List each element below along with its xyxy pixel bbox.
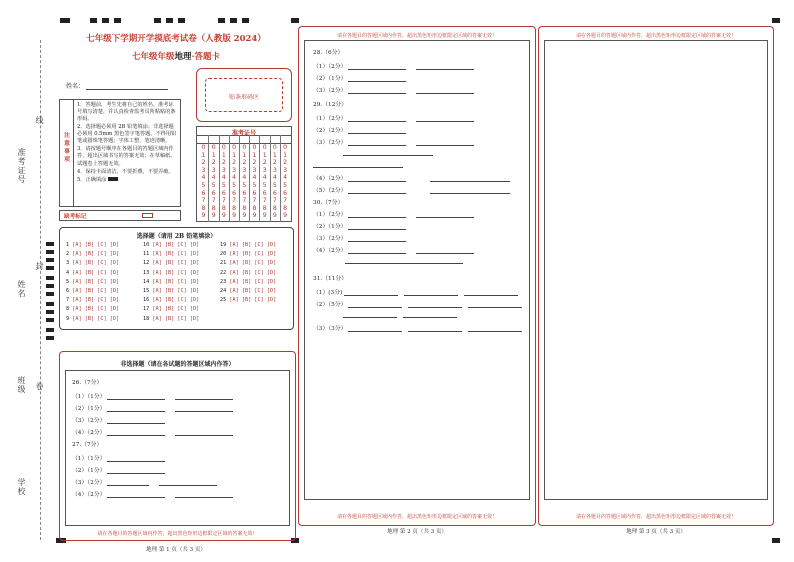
nonmc-title: 非选择题（请在各试题的答题区域内作答） xyxy=(120,361,235,368)
mc-option-bubbles[interactable]: [A] [B] [C] [D] xyxy=(72,278,120,285)
notice-item: 4．保持卡面清洁，不要折叠、不要弄破。 xyxy=(77,168,174,175)
notice-box xyxy=(59,99,181,207)
binding-class: 班级 xyxy=(17,376,26,394)
mc-question-row[interactable] xyxy=(66,279,119,285)
exam-id-digit-bubble[interactable]: 1 xyxy=(242,151,247,159)
mc-question-number: 9 xyxy=(66,315,73,322)
exam-id-digit-bubble[interactable]: 7 xyxy=(272,197,277,205)
notice-item: 5．正确填涂 xyxy=(77,177,178,184)
mc-question-number: 17 xyxy=(143,306,153,313)
mc-question-number: 25 xyxy=(220,297,230,304)
exam-id-digit-bubble[interactable]: 7 xyxy=(201,197,206,205)
exam-title: 七年级下学期开学摸底考试卷（人教版 2024） xyxy=(86,34,266,44)
mc-question-number: 23 xyxy=(220,278,230,285)
exam-id-digit-bubble[interactable]: 0 xyxy=(242,144,247,151)
q29-part[interactable] xyxy=(313,149,433,156)
exam-id-digit-bubble[interactable]: 3 xyxy=(272,166,277,174)
card-label: ·答题卡 xyxy=(191,52,220,62)
exam-id-digit-bubble[interactable]: 7 xyxy=(232,197,237,205)
exam-id-digit-bubble[interactable]: 2 xyxy=(201,159,206,167)
mc-question-number: 14 xyxy=(143,278,153,285)
registration-mark xyxy=(772,18,780,23)
mc-question-number: 6 xyxy=(66,288,73,294)
mc-option-bubbles[interactable]: [A] [B] [C] [D] xyxy=(152,278,200,285)
exam-id-digit-bubble[interactable]: 2 xyxy=(283,159,288,167)
mc-question-number: 21 xyxy=(220,260,230,267)
q26-head: 26.（7分） xyxy=(72,380,103,386)
mc-question-number: 4 xyxy=(66,269,73,276)
exam-id-digit-bubble[interactable]: 9 xyxy=(211,212,216,220)
mc-question-row[interactable] xyxy=(143,288,199,294)
mc-option-bubbles[interactable]: [A] [B] [C] [D] xyxy=(152,260,200,267)
binding-roll: 卷 xyxy=(35,382,44,391)
exam-id-digit-bubble[interactable]: 3 xyxy=(211,166,216,174)
mc-option-bubbles[interactable]: [A] [B] [C] [D] xyxy=(152,297,200,304)
mc-grid[interactable] xyxy=(66,242,291,328)
exam-id-digit-bubble[interactable]: 7 xyxy=(262,197,267,205)
exam-id-digit-bubble[interactable]: 4 xyxy=(252,174,257,182)
mc-question-row[interactable] xyxy=(143,279,199,285)
mc-question-number: 2 xyxy=(66,251,73,258)
page-1 xyxy=(56,26,296,553)
exam-id-digit-bubble[interactable]: 4 xyxy=(232,174,237,182)
q30-part[interactable]: （1）（2分） xyxy=(313,209,474,218)
exam-id-digit-column[interactable] xyxy=(219,144,228,220)
exam-id-digit-bubble[interactable]: 4 xyxy=(262,174,267,182)
exam-id-digit-bubble[interactable]: 5 xyxy=(242,181,247,189)
exam-id-digit-bubble[interactable]: 9 xyxy=(232,212,237,220)
exam-id-digit-bubble[interactable]: 8 xyxy=(242,204,247,212)
exam-id-digit-bubble[interactable]: 1 xyxy=(283,151,288,159)
page-footer: 地理 第 2 页（共 3 页） xyxy=(387,529,447,535)
name-field[interactable] xyxy=(66,81,186,90)
exam-id-digit-column[interactable] xyxy=(230,144,239,220)
exam-id-digit-bubble[interactable]: 2 xyxy=(252,159,257,167)
grade-label: 七年级年级 xyxy=(132,52,175,62)
exam-id-digit-bubble[interactable]: 9 xyxy=(201,212,206,220)
exam-id-digit-bubble[interactable]: 4 xyxy=(221,174,226,182)
mc-option-bubbles[interactable]: [A] [B] [C] [D] xyxy=(152,251,200,258)
mc-question-number: 7 xyxy=(66,297,73,304)
mc-question-number: 3 xyxy=(66,260,73,267)
mc-option-bubbles[interactable]: [A] [B] [C] [D] xyxy=(229,297,277,304)
subject-label: 地理 xyxy=(174,52,192,62)
q29-part[interactable]: （5）（2分） xyxy=(313,185,510,194)
mc-option-bubbles[interactable]: [A] [B] [C] [D] xyxy=(72,260,120,267)
mc-question-row[interactable] xyxy=(66,297,119,303)
exam-id-digit-bubble[interactable]: 9 xyxy=(283,212,288,220)
subject-title xyxy=(56,50,296,62)
mc-option-bubbles[interactable]: [A] [B] [C] [D] xyxy=(229,278,277,285)
answer-warning: 请在各题目的答题区域内作答，超出黑色矩形边框限定区域的答案无效！ xyxy=(575,514,736,520)
exam-id-digit-bubble[interactable]: 0 xyxy=(201,144,206,151)
mc-question-row[interactable] xyxy=(220,242,276,248)
exam-id-digit-bubble[interactable]: 2 xyxy=(211,159,216,167)
page-2 xyxy=(298,26,536,526)
q29-part[interactable]: （4）（2分） xyxy=(313,173,510,182)
q26-part[interactable]: （3）（2分） xyxy=(72,415,165,424)
filled-sample-icon xyxy=(108,177,118,181)
page-footer: 地理 第 1 页（共 3 页） xyxy=(146,547,206,553)
mc-option-bubbles[interactable]: [A] [B] [C] [D] xyxy=(152,306,200,313)
mc-option-bubbles[interactable]: [A] [B] [C] [D] xyxy=(72,315,120,322)
mc-question-number: 22 xyxy=(220,269,230,276)
mc-question-row[interactable] xyxy=(220,288,276,294)
absent-checkbox[interactable] xyxy=(142,213,153,218)
mc-option-bubbles[interactable]: [A] [B] [C] [D] xyxy=(229,260,277,267)
exam-id-digit-bubble[interactable]: 5 xyxy=(283,181,288,189)
mc-question-row[interactable] xyxy=(143,306,199,312)
mc-option-bubbles[interactable]: [A] [B] [C] [D] xyxy=(229,269,277,276)
exam-id-digit-bubble[interactable]: 7 xyxy=(242,197,247,205)
mc-question-number: 24 xyxy=(220,288,230,294)
q31-part[interactable]: （2）（5分） xyxy=(313,299,522,308)
exam-id-digit-bubble[interactable]: 1 xyxy=(211,151,216,159)
registration-mark xyxy=(60,18,70,23)
mc-question-row[interactable] xyxy=(143,270,199,276)
q30-part[interactable]: （2）（1分） xyxy=(313,221,406,230)
q31-part[interactable] xyxy=(313,311,457,318)
exam-id-digit-bubble[interactable]: 7 xyxy=(283,197,288,205)
exam-id-digit-bubble[interactable]: 0 xyxy=(283,144,288,151)
exam-id-digit-bubble[interactable]: 1 xyxy=(252,151,257,159)
notice-item: 1．答题前，考生先将自己的姓名、准考证号填写清楚，并认真检查监考员所粘贴的条形码。 xyxy=(77,102,176,123)
exam-id-digit-bubble[interactable]: 3 xyxy=(232,166,237,174)
exam-id-digit-bubble[interactable]: 2 xyxy=(232,159,237,167)
exam-id-digit-bubble[interactable]: 8 xyxy=(252,204,257,212)
exam-id-digit-bubble[interactable]: 3 xyxy=(221,166,226,174)
exam-id-digit-bubble[interactable]: 9 xyxy=(272,212,277,220)
exam-id-digit-bubble[interactable]: 2 xyxy=(242,159,247,167)
mc-question-number: 16 xyxy=(143,297,153,304)
mc-question-row[interactable] xyxy=(220,279,276,285)
exam-id-title: 准考证号 xyxy=(231,130,256,137)
exam-id-digit-bubble[interactable]: 5 xyxy=(201,181,206,189)
binding-strip xyxy=(0,0,56,562)
exam-id-digit-bubble[interactable]: 8 xyxy=(201,204,206,212)
q26-part[interactable]: （4）（2分） xyxy=(72,427,233,436)
q31-part[interactable]: （3）（3分） xyxy=(313,323,522,332)
exam-id-digit-column[interactable] xyxy=(209,144,218,220)
q29-part[interactable] xyxy=(313,161,403,168)
mc-question-number: 15 xyxy=(143,288,153,294)
notice-item: 2．选择题必须用 2B 铅笔填涂；非选择题必须用 0.5mm 黑色签字笔答题，不得用铅笔或圆珠笔答题；字体工整、笔迹清晰。 xyxy=(77,124,177,145)
exam-id-digit-bubble[interactable]: 1 xyxy=(221,151,226,159)
q27-part[interactable]: （4）（2分） xyxy=(72,489,233,498)
mc-question-row[interactable] xyxy=(220,297,276,303)
q31-part[interactable]: （1）(3分) xyxy=(313,287,518,296)
mc-question-row[interactable] xyxy=(143,260,199,266)
exam-id-digit-bubble[interactable]: 6 xyxy=(252,189,257,197)
exam-id-digit-bubble[interactable]: 0 xyxy=(211,144,216,151)
binding-seal: 封 xyxy=(35,262,44,271)
exam-id-digit-column[interactable] xyxy=(199,144,208,220)
exam-id-digit-bubble[interactable]: 5 xyxy=(221,181,226,189)
exam-id-digit-bubble[interactable]: 0 xyxy=(272,144,277,151)
exam-id-digit-bubble[interactable]: 6 xyxy=(221,189,226,197)
mc-option-bubbles[interactable]: [A] [B] [C] [D] xyxy=(229,288,277,294)
notice-title: 注 意 事 项 xyxy=(64,133,70,163)
exam-id-digit-column[interactable] xyxy=(250,144,259,220)
exam-id-digit-bubble[interactable]: 9 xyxy=(242,212,247,220)
exam-id-digit-bubble[interactable]: 3 xyxy=(262,166,267,174)
mc-option-bubbles[interactable]: [A] [B] [C] [D] xyxy=(152,315,200,322)
q29-head: 29.（12分） xyxy=(313,102,347,108)
notice-text xyxy=(77,102,178,184)
mc-question-number: 13 xyxy=(143,269,153,276)
exam-id-digit-bubble[interactable]: 5 xyxy=(252,181,257,189)
q28-head: 28.（6分） xyxy=(313,50,344,56)
exam-id-digit-bubble[interactable]: 7 xyxy=(252,197,257,205)
q29-part[interactable]: （3）（2分） xyxy=(313,137,474,146)
mc-option-bubbles[interactable]: [A] [B] [C] [D] xyxy=(229,251,277,258)
exam-id-digit-bubble[interactable]: 1 xyxy=(201,151,206,159)
exam-id-digit-bubble[interactable]: 3 xyxy=(252,166,257,174)
exam-id-grid xyxy=(196,126,292,222)
mc-question-row[interactable] xyxy=(66,288,119,294)
mc-question-row[interactable] xyxy=(220,251,276,257)
exam-id-digit-bubble[interactable]: 5 xyxy=(211,181,216,189)
exam-id-digit-bubble[interactable]: 6 xyxy=(272,189,277,197)
exam-id-digit-bubble[interactable]: 9 xyxy=(221,212,226,220)
exam-id-digit-bubble[interactable]: 1 xyxy=(232,151,237,159)
exam-id-digit-bubble[interactable]: 8 xyxy=(232,204,237,212)
answer-warning: 请在各题目的答题区域内作答，超出黑色矩形边框限定区域的答案无效！ xyxy=(336,514,497,520)
exam-id-digit-bubble[interactable]: 2 xyxy=(221,159,226,167)
mc-option-bubbles[interactable]: [A] [B] [C] [D] xyxy=(152,288,200,294)
exam-id-digit-bubble[interactable]: 5 xyxy=(272,181,277,189)
mc-option-bubbles[interactable]: [A] [B] [C] [D] xyxy=(72,288,120,294)
exam-id-digit-bubble[interactable]: 8 xyxy=(211,204,216,212)
mc-option-bubbles[interactable]: [A] [B] [C] [D] xyxy=(229,242,277,248)
exam-id-digit-bubble[interactable]: 4 xyxy=(242,174,247,182)
exam-id-digit-bubble[interactable]: 0 xyxy=(262,144,267,151)
exam-id-digit-bubble[interactable]: 4 xyxy=(201,174,206,182)
exam-id-digit-bubble[interactable]: 4 xyxy=(211,174,216,182)
mc-box xyxy=(59,227,294,330)
mc-option-bubbles[interactable]: [A] [B] [C] [D] xyxy=(72,297,120,304)
exam-id-digit-column[interactable] xyxy=(260,144,269,220)
exam-id-digit-column[interactable] xyxy=(270,144,279,220)
absent-mark-row xyxy=(59,210,181,221)
exam-id-digit-bubble[interactable]: 7 xyxy=(211,197,216,205)
q30-part[interactable]: （4）（2分） xyxy=(313,245,474,254)
page-3 xyxy=(538,26,774,526)
exam-id-digit-bubble[interactable]: 4 xyxy=(272,174,277,182)
mc-question-row[interactable] xyxy=(66,251,119,257)
exam-id-digit-bubble[interactable]: 6 xyxy=(232,189,237,197)
binding-exam-id: 准考证号 xyxy=(17,148,26,184)
exam-id-digit-bubble[interactable]: 8 xyxy=(221,204,226,212)
absent-label: 缺考标记 xyxy=(64,214,87,220)
mc-option-bubbles[interactable]: [A] [B] [C] [D] xyxy=(152,269,200,276)
mc-question-number: 20 xyxy=(220,251,230,258)
mc-question-row[interactable] xyxy=(220,260,276,266)
q26-part[interactable]: （2）（1分） xyxy=(72,403,233,412)
mc-question-number: 10 xyxy=(143,242,153,248)
exam-id-digit-bubble[interactable]: 2 xyxy=(262,159,267,167)
name-label: 姓名： xyxy=(66,83,85,90)
q27-part[interactable]: （3）（2分） xyxy=(72,477,217,486)
mc-question-row[interactable] xyxy=(66,260,119,266)
binding-line: 线 xyxy=(35,116,44,125)
exam-id-digit-bubble[interactable]: 9 xyxy=(252,212,257,220)
mc-option-bubbles[interactable]: [A] [B] [C] [D] xyxy=(72,306,120,313)
exam-id-digit-bubble[interactable]: 0 xyxy=(221,144,226,151)
q30-part[interactable] xyxy=(313,257,463,264)
exam-id-digit-bubble[interactable]: 6 xyxy=(283,189,288,197)
exam-id-digit-bubble[interactable]: 8 xyxy=(262,204,267,212)
exam-id-digit-bubble[interactable]: 2 xyxy=(272,159,277,167)
exam-id-digit-bubble[interactable]: 0 xyxy=(252,144,257,151)
q30-part[interactable]: （3）（2分） xyxy=(313,233,406,242)
page-footer: 地理 第 3 页（共 3 页） xyxy=(626,529,686,535)
mc-option-bubbles[interactable]: [A] [B] [C] [D] xyxy=(152,242,200,248)
mc-question-row[interactable] xyxy=(66,316,119,322)
q30-head: 30.（7分） xyxy=(313,200,344,206)
q27-part[interactable]: （1）（1分） xyxy=(72,453,165,462)
exam-id-digit-bubble[interactable]: 3 xyxy=(201,166,206,174)
mc-option-bubbles[interactable]: [A] [B] [C] [D] xyxy=(72,269,120,276)
exam-id-digit-bubble[interactable]: 5 xyxy=(262,181,267,189)
exam-id-digit-column[interactable] xyxy=(240,144,249,220)
mc-question-row[interactable] xyxy=(143,297,199,303)
answer-warning: 请在各题目的答题区域内作答，超出黑色矩形边框限定区域的答案无效！ xyxy=(575,33,736,39)
exam-id-digit-bubble[interactable]: 5 xyxy=(232,181,237,189)
answer-warning: 请在各题目的答题区域内作答，超出黑色矩形边框限定区域的答案无效！ xyxy=(336,33,497,39)
binding-name: 姓名 xyxy=(17,280,26,298)
registration-mark xyxy=(772,538,780,543)
exam-id-digit-bubble[interactable]: 8 xyxy=(272,204,277,212)
mc-question-row[interactable] xyxy=(66,242,119,248)
mc-question-row[interactable] xyxy=(66,270,119,276)
exam-id-columns[interactable] xyxy=(199,144,291,222)
exam-id-digit-bubble[interactable]: 3 xyxy=(242,166,247,174)
q27-part[interactable]: （2）（1分） xyxy=(72,465,165,474)
mc-title: 选择题（请用 2B 铅笔填涂） xyxy=(136,233,217,240)
notice-item: 3．请按题号顺序在各题目的答题区域内作答，超出区域书写的答案无效；在草稿纸、试题卷上答题无效。 xyxy=(77,146,176,167)
exam-id-digit-bubble[interactable]: 6 xyxy=(201,189,206,197)
mc-question-row[interactable] xyxy=(143,316,199,322)
exam-id-digit-bubble[interactable]: 9 xyxy=(262,212,267,220)
exam-id-digit-bubble[interactable]: 1 xyxy=(272,151,277,159)
mc-question-number: 11 xyxy=(143,251,153,258)
exam-id-digit-bubble[interactable]: 7 xyxy=(221,197,226,205)
exam-id-digit-column[interactable] xyxy=(281,144,290,220)
exam-id-digit-bubble[interactable]: 6 xyxy=(262,189,267,197)
exam-id-digit-bubble[interactable]: 0 xyxy=(232,144,237,151)
exam-id-digit-bubble[interactable]: 4 xyxy=(283,174,288,182)
nonmc-box xyxy=(59,351,296,541)
q27-head: 27.（7分） xyxy=(72,442,103,448)
q29-part[interactable]: （2）（2分） xyxy=(313,125,406,134)
q28-part[interactable]: （2）（1分） xyxy=(313,73,406,82)
q28-part[interactable]: （1）（2分） xyxy=(313,61,474,70)
q31-head: 31.（11分） xyxy=(313,276,347,282)
mc-question-number: 18 xyxy=(143,315,153,322)
mc-question-number: 5 xyxy=(66,278,73,285)
mc-question-row[interactable] xyxy=(66,306,119,312)
mc-option-bubbles[interactable]: [A] [B] [C] [D] xyxy=(72,251,120,258)
q26-part[interactable]: （1）（1分） xyxy=(72,391,233,400)
registration-mark xyxy=(291,18,299,23)
mc-question-number: 1 xyxy=(66,242,73,248)
exam-id-digit-bubble[interactable]: 8 xyxy=(283,204,288,212)
mc-question-row[interactable] xyxy=(143,251,199,257)
exam-id-digit-bubble[interactable]: 6 xyxy=(211,189,216,197)
mc-question-number: 19 xyxy=(220,242,230,248)
exam-id-digit-bubble[interactable]: 1 xyxy=(262,151,267,159)
mc-option-bubbles[interactable]: [A] [B] [C] [D] xyxy=(72,242,120,248)
answer-warning: 请在各题目的答题区域内作答，超出黑色矩形边框限定区域的答案无效！ xyxy=(97,531,258,537)
q28-part[interactable]: （3）（2分） xyxy=(313,85,474,94)
binding-school: 学校 xyxy=(17,478,26,496)
exam-id-digit-bubble[interactable]: 3 xyxy=(283,166,288,174)
mc-question-row[interactable] xyxy=(143,242,199,248)
page3-answer-area[interactable] xyxy=(544,40,768,500)
mc-question-row[interactable] xyxy=(220,270,276,276)
barcode-area xyxy=(196,68,292,122)
mc-question-number: 12 xyxy=(143,260,153,267)
q29-part[interactable]: （1）（2分） xyxy=(313,113,474,122)
exam-id-digit-bubble[interactable]: 6 xyxy=(242,189,247,197)
mc-question-number: 8 xyxy=(66,306,73,313)
barcode-label: 贴条形码区 xyxy=(228,94,259,101)
